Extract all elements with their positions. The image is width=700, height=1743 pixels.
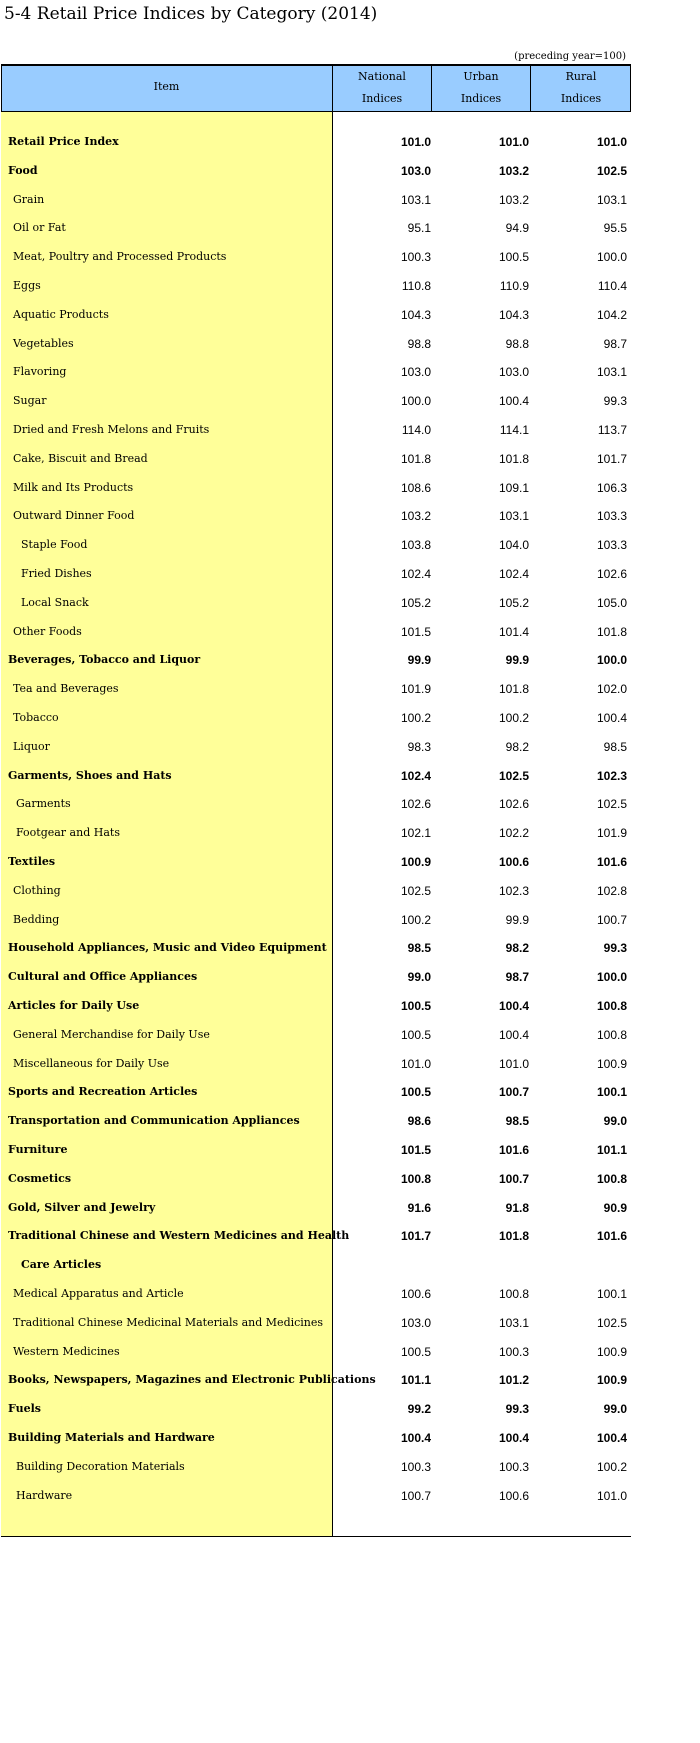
row-label: Building Materials and Hardware xyxy=(8,1431,215,1444)
row-label: Furniture xyxy=(8,1143,68,1156)
national-value: 114.0 xyxy=(401,423,431,437)
table-row xyxy=(1,646,631,675)
urban-value: 101.8 xyxy=(498,682,529,697)
row-label: Miscellaneous for Daily Use xyxy=(13,1056,170,1070)
urban-value: 100.2 xyxy=(498,711,529,725)
table-row xyxy=(1,762,631,791)
national-value: 100.9 xyxy=(400,855,431,869)
urban-value: 102.4 xyxy=(498,567,529,581)
row-label: Cosmetics xyxy=(8,1171,72,1185)
rural-value: 99.3 xyxy=(603,941,627,956)
urban-value: 98.2 xyxy=(505,739,529,754)
row-label: Cake, Biscuit and Bread xyxy=(13,451,148,465)
row-label: Other Foods xyxy=(13,624,82,638)
national-value: 100.0 xyxy=(400,394,431,409)
row-label: Milk and Its Products xyxy=(13,480,134,494)
table-row xyxy=(1,733,631,762)
row-label: Traditional Chinese and Western Medicines and Health xyxy=(8,1229,350,1243)
row-label: Liquor xyxy=(13,739,50,753)
national-value: 101.8 xyxy=(400,451,431,466)
national-value: 101.9 xyxy=(400,682,431,697)
table-row xyxy=(1,589,631,618)
row-label: Hardware xyxy=(16,1488,73,1502)
rural-value: 102.3 xyxy=(596,768,627,783)
row-label: Aquatic Products xyxy=(13,307,109,321)
national-value: 101.1 xyxy=(400,1373,431,1388)
national-value: 103.0 xyxy=(400,163,431,178)
national-value: 100.5 xyxy=(400,1344,431,1359)
rural-value: 110.4 xyxy=(597,279,627,293)
table-row xyxy=(1,1366,631,1395)
header-bottom-border xyxy=(1,111,631,112)
urban-value: 98.5 xyxy=(505,1114,529,1129)
table-row xyxy=(1,1453,631,1482)
row-label: Tobacco xyxy=(13,711,59,724)
urban-value: 99.3 xyxy=(505,1402,529,1417)
table-row xyxy=(1,618,631,647)
row-label: Building Decoration Materials xyxy=(16,1459,185,1473)
national-value: 103.0 xyxy=(400,1315,431,1330)
row-label: Grain xyxy=(13,192,45,206)
row-label: Food xyxy=(8,163,38,177)
urban-value: 100.8 xyxy=(498,1287,529,1301)
rural-value: 100.0 xyxy=(596,653,627,668)
row-label: Western Medicines xyxy=(13,1344,120,1358)
table-row xyxy=(1,445,631,474)
urban-value: 99.9 xyxy=(505,653,529,668)
national-value: 104.3 xyxy=(400,307,431,322)
row-label: Tea and Beverages xyxy=(13,682,119,696)
national-value: 98.8 xyxy=(407,336,431,351)
table-row xyxy=(1,1280,631,1309)
rural-value: 103.1 xyxy=(596,365,627,380)
urban-value: 102.3 xyxy=(498,883,529,898)
national-value: 100.4 xyxy=(400,1431,431,1445)
table-row xyxy=(1,1050,631,1079)
table-row xyxy=(1,1309,631,1338)
rural-value: 102.5 xyxy=(596,1315,627,1330)
rural-value: 100.9 xyxy=(596,1056,627,1071)
table-row xyxy=(1,214,631,243)
national-value: 101.5 xyxy=(400,1143,431,1157)
urban-value: 91.8 xyxy=(505,1200,529,1215)
table-row xyxy=(1,848,631,877)
urban-value: 101.8 xyxy=(498,1229,529,1244)
header-item: Item xyxy=(153,80,180,93)
rural-value: 102.0 xyxy=(596,682,627,697)
header-rural-line1: Rural xyxy=(565,70,597,83)
urban-value: 103.1 xyxy=(498,509,529,524)
rural-value: 100.9 xyxy=(596,1344,627,1359)
row-label: Eggs xyxy=(13,279,41,292)
urban-value: 101.0 xyxy=(498,1056,529,1071)
rural-value: 102.8 xyxy=(596,883,627,898)
rural-value: 98.5 xyxy=(603,739,627,754)
rural-value: 99.3 xyxy=(603,394,627,409)
urban-value: 103.2 xyxy=(498,163,529,178)
header-urban-line1: Urban xyxy=(463,70,499,83)
table-row xyxy=(1,186,631,215)
national-value: 100.8 xyxy=(400,1171,431,1186)
national-value: 103.2 xyxy=(400,509,431,524)
table-row xyxy=(1,877,631,906)
table-row xyxy=(1,531,631,560)
rural-value: 101.6 xyxy=(596,855,627,869)
national-value: 101.0 xyxy=(400,135,431,149)
table-row xyxy=(1,387,631,416)
row-label: Sports and Recreation Articles xyxy=(8,1085,198,1099)
rural-value: 100.8 xyxy=(596,999,627,1013)
row-label: Dried and Fresh Melons and Fruits xyxy=(13,423,210,436)
row-label: Clothing xyxy=(13,883,61,897)
table-row xyxy=(1,560,631,589)
unit-note: (preceding year=100) xyxy=(514,51,626,62)
table-bottom-border xyxy=(1,1536,631,1537)
table-left-border xyxy=(1,64,2,111)
urban-value: 100.3 xyxy=(498,1344,529,1359)
national-value: 102.1 xyxy=(400,826,431,841)
national-value: 100.2 xyxy=(400,711,431,725)
rural-value: 90.9 xyxy=(603,1200,627,1215)
rural-value: 106.3 xyxy=(596,480,627,495)
row-label: Garments xyxy=(16,797,71,811)
table-row xyxy=(1,992,631,1021)
national-value: 91.6 xyxy=(407,1200,431,1215)
national-value: 98.3 xyxy=(407,739,431,754)
row-label: Flavoring xyxy=(13,365,67,379)
urban-value: 103.0 xyxy=(498,365,529,380)
rural-value: 100.4 xyxy=(596,711,627,725)
urban-value: 100.6 xyxy=(498,1488,529,1503)
rural-value: 100.8 xyxy=(596,1027,627,1042)
table-row xyxy=(1,819,631,848)
header-divider-1 xyxy=(431,64,432,111)
urban-value: 102.2 xyxy=(498,826,529,841)
national-value: 102.4 xyxy=(400,567,431,581)
table-row xyxy=(1,416,631,445)
rural-value: 102.5 xyxy=(596,797,627,812)
row-label: Staple Food xyxy=(21,538,88,552)
urban-value: 100.4 xyxy=(498,999,529,1013)
urban-value: 100.7 xyxy=(498,1085,529,1100)
urban-value: 100.6 xyxy=(498,855,529,869)
rural-value: 99.0 xyxy=(603,1402,627,1417)
table-row xyxy=(1,330,631,359)
national-value: 103.8 xyxy=(400,538,431,553)
table-row xyxy=(1,243,631,272)
national-value: 103.1 xyxy=(400,192,431,207)
rural-value: 105.0 xyxy=(596,595,627,610)
table-top-border xyxy=(1,64,631,66)
urban-value: 114.1 xyxy=(499,423,529,437)
rural-value: 100.7 xyxy=(596,912,627,927)
table-row xyxy=(1,358,631,387)
rural-value: 101.0 xyxy=(596,1488,627,1503)
row-label: Gold, Silver and Jewelry xyxy=(8,1200,156,1214)
header-rural-line2: Indices xyxy=(560,92,602,105)
national-value: 102.6 xyxy=(400,797,431,812)
header-urban-line2: Indices xyxy=(460,92,502,105)
urban-value: 101.8 xyxy=(498,451,529,466)
table-row xyxy=(1,1078,631,1107)
row-label: Household Appliances, Music and Video Equipment xyxy=(8,941,327,955)
national-value: 100.5 xyxy=(400,1027,431,1042)
row-label: Fuels xyxy=(8,1402,41,1416)
rural-value: 103.3 xyxy=(596,538,627,553)
national-value: 102.5 xyxy=(400,883,431,898)
table-row xyxy=(1,1482,631,1511)
row-label: Traditional Chinese Medicinal Materials and Medicines xyxy=(13,1315,324,1329)
rural-value: 95.5 xyxy=(603,221,627,236)
urban-value: 101.2 xyxy=(498,1373,529,1388)
table-row xyxy=(1,474,631,503)
national-value: 98.5 xyxy=(407,941,431,956)
table-row xyxy=(1,1338,631,1367)
urban-value: 102.5 xyxy=(498,768,529,783)
urban-value: 101.0 xyxy=(498,135,529,149)
national-value: 101.0 xyxy=(400,1056,431,1071)
row-label: Bedding xyxy=(13,912,60,926)
urban-value: 98.2 xyxy=(505,941,529,956)
national-value: 102.4 xyxy=(400,768,431,783)
table-row xyxy=(1,157,631,186)
rural-value: 102.5 xyxy=(596,163,627,178)
table-row xyxy=(1,128,631,157)
table-row xyxy=(1,1107,631,1136)
national-value: 99.2 xyxy=(407,1402,431,1417)
header-divider-2 xyxy=(530,64,531,111)
table-row xyxy=(1,1021,631,1050)
urban-value: 101.6 xyxy=(498,1143,529,1157)
table-row xyxy=(1,1222,631,1251)
urban-value: 98.8 xyxy=(505,336,529,351)
row-label: Books, Newspapers, Magazines and Electronic Publications xyxy=(8,1373,376,1387)
row-label: Outward Dinner Food xyxy=(13,509,135,523)
national-value: 100.5 xyxy=(400,1085,431,1100)
row-label: General Merchandise for Daily Use xyxy=(13,1027,210,1041)
urban-value: 99.9 xyxy=(505,912,529,927)
national-value: 100.6 xyxy=(400,1287,431,1301)
header-national-line1: National xyxy=(358,70,406,83)
rural-value: 102.6 xyxy=(596,567,627,581)
national-value: 103.0 xyxy=(400,365,431,380)
rural-value: 101.8 xyxy=(596,624,627,639)
table-row xyxy=(1,906,631,935)
page-title: 5-4 Retail Price Indices by Category (2014) xyxy=(4,4,378,24)
rural-value: 101.7 xyxy=(596,451,627,466)
urban-value: 98.7 xyxy=(505,970,529,985)
urban-value: 110.9 xyxy=(499,279,529,293)
urban-value: 102.6 xyxy=(498,797,529,812)
row-label: Care Articles xyxy=(21,1258,102,1272)
urban-value: 101.4 xyxy=(498,624,529,639)
urban-value: 100.7 xyxy=(498,1171,529,1186)
row-label: Cultural and Office Appliances xyxy=(8,970,198,984)
urban-value: 94.9 xyxy=(505,221,529,236)
rural-value: 101.0 xyxy=(596,135,627,149)
national-value: 95.1 xyxy=(407,221,431,236)
rural-value: 100.0 xyxy=(596,250,627,265)
rural-value: 103.3 xyxy=(596,509,627,524)
table-row xyxy=(1,790,631,819)
rural-value: 100.8 xyxy=(596,1171,627,1186)
national-value: 100.7 xyxy=(400,1488,431,1503)
row-label: Footgear and Hats xyxy=(16,826,120,840)
rural-value: 103.1 xyxy=(596,192,627,207)
row-label: Sugar xyxy=(13,394,47,408)
table-row xyxy=(1,301,631,330)
rural-value: 104.2 xyxy=(596,307,627,322)
row-label: Fried Dishes xyxy=(21,567,92,580)
table-row xyxy=(1,1395,631,1424)
rural-value: 100.0 xyxy=(596,970,627,985)
urban-value: 100.5 xyxy=(498,250,529,265)
national-value: 105.2 xyxy=(400,595,431,610)
national-value: 100.5 xyxy=(400,999,431,1013)
urban-value: 100.3 xyxy=(498,1459,529,1474)
national-value: 108.6 xyxy=(400,480,431,495)
rural-value: 101.9 xyxy=(596,826,627,841)
rural-value: 113.7 xyxy=(597,423,627,437)
urban-value: 100.4 xyxy=(498,394,529,409)
rural-value: 98.7 xyxy=(603,336,627,351)
row-label: Articles for Daily Use xyxy=(8,999,140,1012)
table-row xyxy=(1,1251,631,1280)
urban-value: 103.2 xyxy=(498,192,529,207)
rural-value: 100.9 xyxy=(596,1373,627,1388)
row-label: Meat, Poultry and Processed Products xyxy=(13,250,227,264)
rural-value: 100.1 xyxy=(596,1287,627,1301)
table-row xyxy=(1,934,631,963)
table-row xyxy=(1,1165,631,1194)
row-label: Textiles xyxy=(8,855,56,868)
row-label: Vegetables xyxy=(13,336,74,350)
row-label: Garments, Shoes and Hats xyxy=(8,768,172,782)
table-row xyxy=(1,1424,631,1453)
urban-value: 104.0 xyxy=(498,538,529,553)
row-label: Local Snack xyxy=(21,595,89,609)
rural-value: 101.1 xyxy=(596,1143,627,1157)
national-value: 99.0 xyxy=(407,970,431,985)
row-label: Beverages, Tobacco and Liquor xyxy=(8,653,201,667)
national-value: 100.3 xyxy=(400,250,431,265)
urban-value: 104.3 xyxy=(498,307,529,322)
row-label: Oil or Fat xyxy=(13,221,66,235)
national-value: 110.8 xyxy=(401,279,431,293)
national-value: 100.3 xyxy=(400,1459,431,1474)
national-value: 99.9 xyxy=(407,653,431,668)
row-label: Transportation and Communication Appliances xyxy=(8,1114,300,1128)
table-row xyxy=(1,704,631,733)
national-value: 100.2 xyxy=(400,912,431,927)
table-row xyxy=(1,1136,631,1165)
row-label: Medical Apparatus and Article xyxy=(13,1287,184,1300)
urban-value: 105.2 xyxy=(498,595,529,610)
rural-value: 100.2 xyxy=(596,1459,627,1474)
table-row xyxy=(1,272,631,301)
price-index-table xyxy=(1,64,631,1537)
table-right-border xyxy=(630,64,631,111)
urban-value: 103.1 xyxy=(498,1315,529,1330)
rural-value: 101.6 xyxy=(596,1229,627,1244)
table-row xyxy=(1,675,631,704)
table-row xyxy=(1,963,631,992)
row-label: Retail Price Index xyxy=(8,135,119,148)
header-national-line2: Indices xyxy=(361,92,403,105)
rural-value: 100.1 xyxy=(596,1085,627,1100)
national-value: 101.5 xyxy=(400,624,431,639)
urban-value: 100.4 xyxy=(498,1431,529,1445)
rural-value: 99.0 xyxy=(603,1114,627,1129)
table-row xyxy=(1,502,631,531)
rural-value: 100.4 xyxy=(596,1431,627,1445)
urban-value: 109.1 xyxy=(498,480,529,495)
national-value: 98.6 xyxy=(407,1114,431,1129)
urban-value: 100.4 xyxy=(498,1027,529,1042)
national-value: 101.7 xyxy=(400,1229,431,1244)
table-row xyxy=(1,1194,631,1223)
